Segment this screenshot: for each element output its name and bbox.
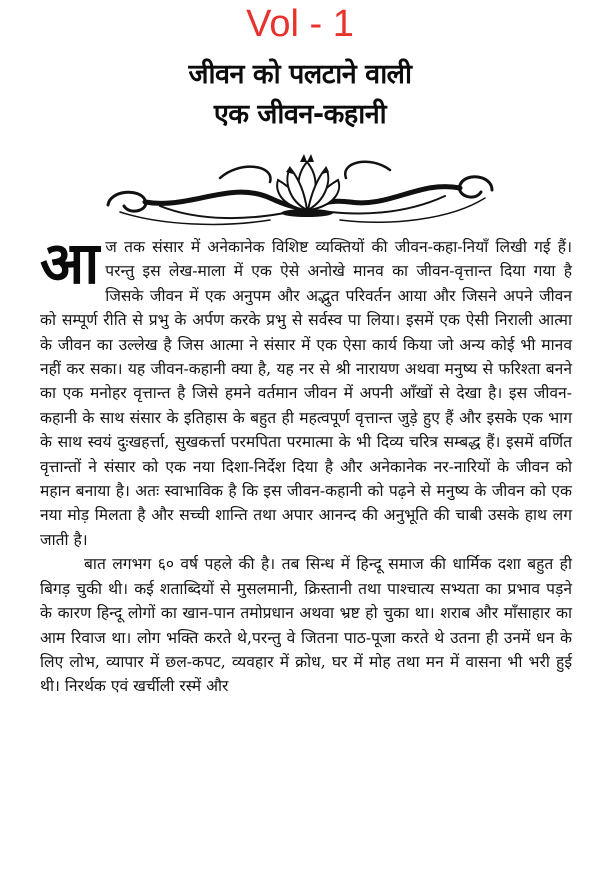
title-line-1: जीवन को पलटाने वाली <box>188 59 412 90</box>
paragraph-1 <box>40 229 572 552</box>
paragraph-1-text: ज तक संसार में अनेकानेक विशिष्ट व्यक्तियों की जीवन-कहा-नियाँ लिखी गई हैं। परन्तु इस लेख-माला में एक ऐसे अनोखे मानव का जीवन-वृत्तान्त दिया गया है जिसके जीवन में एक अनुपम और अद्भुत परिवर्तन आया और जिसने अपने जीवन को सम्पूर्ण रीति से प्रभु के अर्पण करके प्रभु से सर्वस्व पा लिया। इसमें एक ऐसी निराली आत्मा के जीवन का उल्लेख है जिस आत्मा ने संसार में एक ऐसा कार्य किया जो अन्य कोई भी मानव नहीं कर सका। यह जीवन-कहानी क्या है, यह नर से श्री नारायण अथवा मनुष्य से फरिश्ता बनने का एक मनोहर वृत्तान्त है जिसे हमने वर्तमान जीवन में अपनी आँखों से देखा है। इस जीवन-कहानी के साथ संसार के इतिहास के बहुत ही महत्वपूर्ण वृत्तान्त जुड़े हुए हैं और इसके एक भाग के साथ स्वयं दुःखहर्त्ता, सुखकर्त्ता परमपिता परमात्मा के भी दिव्य चरित्र सम्बद्ध हैं। इसमें वर्णित वृत्तान्तों ने संसार को एक नया दिशा-निर्देश दिया है और अनेकानेक नर-नारियों के जीवन को महान बनाया है। अतः स्वाभाविक है कि इस जीवन-कहानी को पढ़ने से मनुष्य के जीवन को एक नया मोड़ मिलता है और सच्ची शान्ति तथा अपार आनन्द की अनुभूति की चाबी उसके हाथ लग जाती है। <box>40 238 572 549</box>
article-body <box>40 229 572 699</box>
volume-label: Vol - 1 <box>246 3 354 45</box>
paragraph-2: बात लगभग ६० वर्ष पहले की है। तब सिन्ध में हिन्दू समाज की धार्मिक दशा बहुत ही बिगड़ चुकी थी। कई शताब्दियों से मुसलमानी, क्रिस्तानी तथा पाश्चात्य सभ्यता का प्रभाव पड़ने के कारण हिन्दू लोगों का खान-पान तमोप्रधान अथवा भ्रष्ट हो चुका था। शराब और माँसाहार का आम रिवाज था। लोग भक्ति करते थे,परन्तु वे जितना पाठ-पूजा करते थे उतना ही उनमें धन के लिए लोभ, व्यापार में छल-कपट, व्यवहार में क्रोध, घर में मोह तथा मन में वासना भी भरी हुई थी। निरर्थक एवं खर्चीली रस्में और <box>40 555 572 696</box>
title-line-2: एक जीवन-कहानी <box>213 99 387 130</box>
lotus-flourish-icon <box>100 150 500 230</box>
drop-cap: आ <box>40 229 100 297</box>
